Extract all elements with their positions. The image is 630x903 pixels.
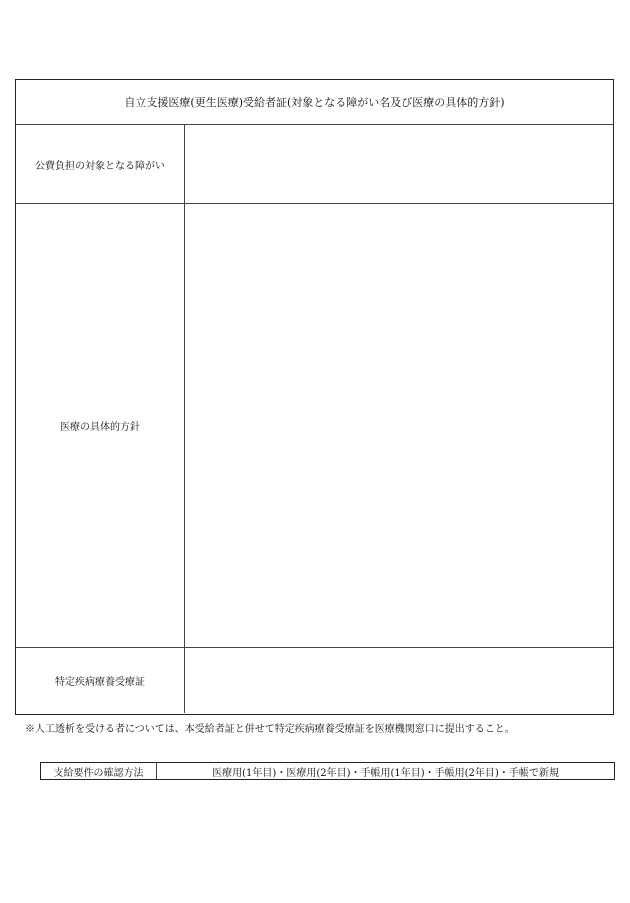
dialysis-note: ※人工透析を受ける者については、本受給者証と併せて特定疾病療養受療証を医療機関窓口に提出すること。	[25, 724, 515, 735]
confirmation-method-box	[40, 762, 615, 780]
specific-disease-label-cell	[16, 648, 185, 713]
specific-disease-value-cell[interactable]	[185, 648, 613, 713]
form-title-row	[16, 80, 613, 125]
form-title: 自立支援医療(更生医療)受給者証(対象となる障がい名及び医療の具体的方針)	[124, 96, 505, 109]
certificate-form-table	[15, 79, 614, 715]
treatment-policy-row	[16, 204, 613, 648]
disability-value-cell[interactable]	[185, 125, 613, 203]
confirmation-method-label-text: 支給要件の確認方法	[53, 767, 144, 779]
treatment-policy-label: 医療の具体的方針	[60, 422, 140, 433]
disability-label-cell	[16, 125, 185, 203]
confirmation-method-options-text: 医療用(1年目)・医療用(2年目)・手帳用(1年目)・手帳用(2年目)・手帳で新規	[212, 767, 559, 779]
confirmation-method-options	[157, 763, 614, 779]
treatment-policy-label-cell	[16, 204, 185, 647]
specific-disease-row	[16, 648, 613, 713]
disability-label: 公費負担の対象となる障がい	[35, 160, 165, 172]
confirmation-method-label	[41, 763, 157, 779]
disability-row	[16, 125, 613, 204]
specific-disease-label: 特定疾病療養受療証	[55, 677, 145, 688]
treatment-policy-value-cell[interactable]	[185, 204, 613, 647]
